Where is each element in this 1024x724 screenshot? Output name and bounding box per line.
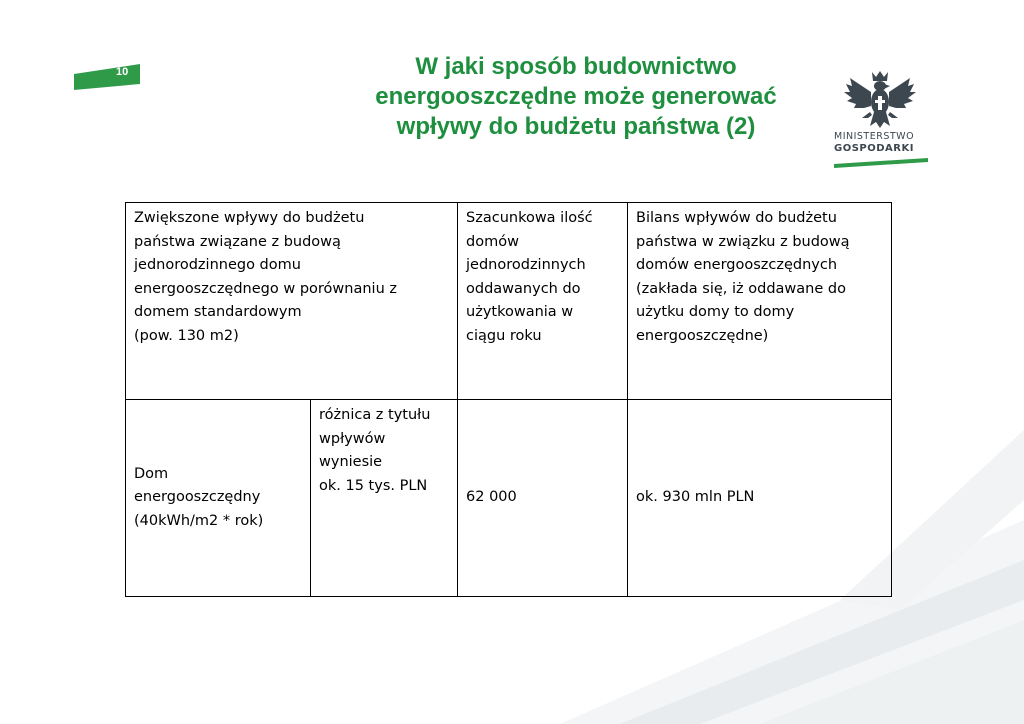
budget-impact-table <box>125 202 892 597</box>
header-cell-budget-balance: Bilans wpływów do budżetu państwa w związku z budową domów energooszczędnych (zakłada się, iż oddawane do użytku domy to domy energooszczędne) <box>628 203 892 400</box>
logo-line-1: MINISTERSTWO <box>834 131 915 142</box>
slide-title <box>340 52 812 142</box>
cell-houses-count: 62 000 <box>458 400 628 597</box>
page-number: 10 <box>116 66 129 78</box>
ministry-logo-text <box>834 131 928 155</box>
header-cell-houses-estimate: Szacunkowa ilość domów jednorodzinnych oddawanych do użytkowania w ciągu roku <box>458 203 628 400</box>
logo-green-bar <box>834 158 928 168</box>
table-header-row <box>126 203 892 400</box>
title-line-1: W jaki sposób budownictwo <box>415 53 737 80</box>
cell-difference: różnica z tytułu wpływów wyniesie ok. 15 tys. PLN <box>311 400 458 597</box>
logo-line-2: GOSPODARKI <box>834 143 914 154</box>
cell-balance: ok. 930 mln PLN <box>628 400 892 597</box>
page-number-badge <box>74 62 140 90</box>
eagle-emblem-icon <box>832 68 928 172</box>
title-line-2: energooszczędne może generować <box>375 83 777 110</box>
title-line-3: wpływy do budżetu państwa (2) <box>396 113 756 140</box>
cell-house-type: Dom energooszczędny (40kWh/m2 * rok) <box>126 400 311 597</box>
header-cell-budget-increase: Zwiększone wpływy do budżetu państwa związane z budową jednorodzinnego domu energooszczędnego w porównaniu z domem standardowym (pow. 130 m2) <box>126 203 458 400</box>
table-row <box>126 400 892 597</box>
